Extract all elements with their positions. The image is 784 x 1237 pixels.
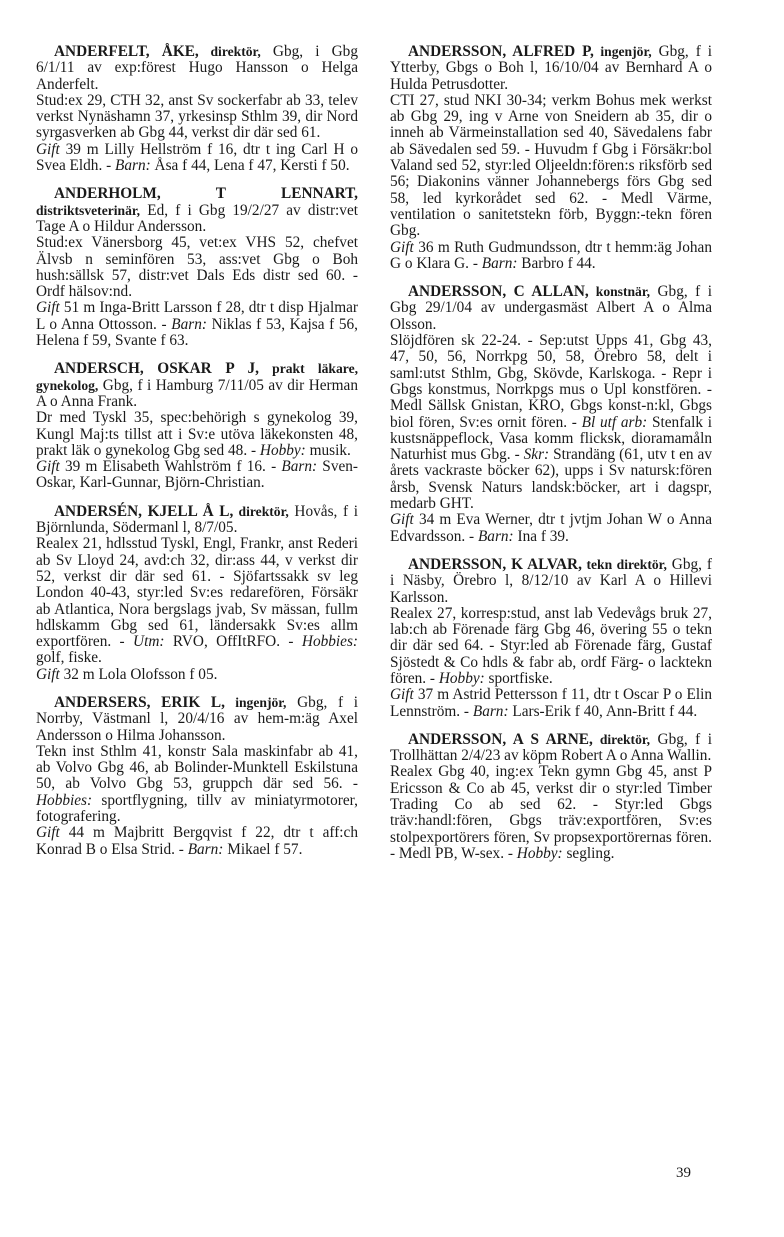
italic-label: Utm: [133, 633, 165, 651]
entry-text: Realex 27, korresp:stud, anst lab Vedevågs bruk 27, lab:ch ab Förenade färg Gbg 46, övering 55 o tekn dir där sed 64. - Styr:led ab Förenade färg, Gustaf Sjöstedt & Co hdls & fabr ab, ordf Färg- o lacktekn fören. - [390, 604, 712, 687]
entry-occupation: direktör, [233, 503, 289, 519]
italic-label: Hobbies: [301, 633, 359, 651]
entry-heading-line [390, 284, 712, 333]
entry-name: ANDERSÉN, KJELL Å L, [54, 502, 234, 520]
entry-text: musik. [305, 441, 351, 459]
entry-heading-line [390, 44, 712, 93]
entry-family-line [36, 825, 358, 858]
entry-text: 51 m Inga-Britt Larsson f 28, dtr t disp Hjalmar L o Anna Ottosson. - [36, 299, 358, 333]
biography-entry [36, 695, 358, 858]
entry-text: 32 m Lola Olofsson f 05. [59, 665, 218, 683]
entry-heading-line [36, 44, 358, 93]
entry-text: Barbro f 44. [517, 254, 596, 272]
biography-entry [36, 186, 358, 349]
entry-text: Gbg, f i Hamburg 7/11/05 av dir Herman A o Anna Frank. [36, 376, 358, 410]
entry-career-line [390, 764, 712, 862]
italic-label: Barn: [472, 702, 509, 720]
entry-text: Gbg, f i Trollhättan 2/4/23 av köpm Robert A o Anna Wallin. [390, 730, 712, 765]
italic-label: Hobby: [438, 669, 485, 687]
entry-text: Mikael f 57. [223, 840, 303, 858]
entry-occupation: tekn direktör, [581, 556, 667, 572]
entry-heading-line [36, 361, 358, 410]
italic-label: Barn: [187, 840, 224, 858]
entry-text: Strandäng (61, utv t en av årets vackraste böcker 62), upps i Sv natursk:fören årsb, Svensk Naturs landsk:böcker, art i dagspr, medarb GHT. [390, 446, 712, 513]
entry-text: Stud:ex 29, CTH 32, anst Sv sockerfabr ab 33, telev verkst Nynäshamn 37, yrkesinsp Sthlm 39, dir Nord syrgasverken ab Gbg 44, verkst dir där sed 61. [36, 91, 358, 142]
entry-name: ANDERSCH, OSKAR P J, [54, 360, 259, 378]
entry-text: Åsa f 44, Lena f 47, Kersti f 50. [150, 157, 350, 175]
entry-name: ANDERSSON, ALFRED P, [408, 43, 594, 60]
entry-career-line [36, 93, 358, 142]
italic-label: Gift [36, 140, 60, 158]
italic-label: Barn: [115, 157, 151, 175]
italic-label: Gift [390, 511, 414, 529]
entry-text: 44 m Majbritt Bergqvist f 22, dtr t aff:ch Konrad B o Elsa Strid. - [36, 824, 358, 858]
entry-family-line [36, 667, 358, 683]
entry-occupation: konstnär, [588, 284, 651, 300]
biography-entry [36, 361, 358, 491]
entry-text: Stenfalk i kustsnäppeflock, Vasa komm flicksk, dioramamåln Naturhist mus Gbg. - [390, 413, 712, 464]
entry-family-line [36, 142, 358, 175]
biography-entry [390, 732, 712, 862]
entry-career-line [36, 536, 358, 666]
italic-label: Hobbies: [36, 791, 93, 809]
entry-occupation: ingenjör, [593, 44, 652, 59]
entry-text: Sven-Oskar, Karl-Gunnar, Björn-Christian. [36, 458, 358, 492]
italic-label: Barn: [171, 315, 207, 333]
entry-text: Tekn inst Sthlm 41, konstr Sala maskinfabr ab 41, ab Volvo Gbg 46, ab Bolinder-Munktell Eskilstuna 50, ab Volvo Gbg 53, gruppch där sed 56. - [36, 742, 358, 793]
entry-text: sportfiske. [484, 669, 553, 687]
entry-name: ANDERFELT, ÅKE, [54, 43, 199, 60]
entry-text: golf, fiske. [36, 649, 102, 667]
entry-text: Gbg, i Gbg 6/1/11 av exp:förest Hugo Hansson o Helga Anderfelt. [36, 43, 358, 93]
entry-text: 39 m Lilly Hellström f 16, dtr t ing Carl H o Svea Eldh. - [36, 140, 358, 175]
entry-text: Hovås, f i Björnlunda, Södermanl l, 8/7/05. [36, 502, 358, 537]
entry-family-line [390, 687, 712, 720]
entry-text: Slöjdfören sk 22-24. - Sep:utst Upps 41, Gbg 43, 47, 50, 56, Norrkpg 50, 58, Örebro 58, delt i saml:utst Sthlm, Gbg, Skövde, Karlskoga. - Repr i Gbgs konstmus, Norrkpgs mus o Upl konstfören. - Medl Sällsk Gnistan, KRO, Gbgs konst-n:kl, Gbgs biol fören, Sv:es ornit fören. - [390, 332, 712, 431]
italic-label: Gift [36, 824, 60, 842]
entry-text: Gbg, f i Ytterby, Gbgs o Boh l, 16/10/04 av Bernhard A o Hulda Petrusdotter. [390, 43, 712, 93]
entry-career-line [390, 333, 712, 512]
entry-name: ANDERSERS, ERIK L, [54, 693, 225, 711]
entry-text: Realex 21, hdlsstud Tyskl, Engl, Frankr, anst Rederi ab Sv Lloyd 24, avd:ch 32, dir:ass 44, v verkst dir 52, verkst dir där sed 61. - Sjöfartssakk sv leg London 40-43, styr:led Sv:es redarefören, Försäkr ab Atlantica, Nora bergslags jvab, Sv mässan, fullm hdlskamm Gbg sed 61, ländersakk Sv:es allm exportfören. - [36, 535, 358, 651]
entry-career-line [36, 235, 358, 300]
italic-label: Skr: [523, 446, 550, 464]
entry-occupation: distriktsveterinär, [36, 202, 141, 218]
entry-text: 37 m Astrid Pettersson f 11, dtr t Oscar P o Elin Lennström. - [390, 686, 712, 720]
entry-text: 39 m Elisabeth Wahlström f 16. - [59, 458, 282, 476]
italic-label: Gift [390, 686, 414, 704]
entry-career-line [36, 410, 358, 459]
italic-label: Gift [390, 238, 414, 256]
entry-heading-line [390, 557, 712, 606]
entry-text: 36 m Ruth Gudmundsson, dtr t hemm:äg Johan G o Klara G. - [390, 238, 712, 272]
italic-label: Barn: [281, 458, 318, 476]
entry-text: Dr med Tyskl 35, spec:behörigh s gynekolog 39, Kungl Maj:ts tillst att i Sv:e utöva läkekonsten 48, prakt läk o gynekolog Gbg sed 48. - [36, 409, 358, 459]
biography-entry [390, 44, 712, 272]
entry-family-line [36, 300, 358, 349]
entry-occupation: direktör, [592, 731, 651, 747]
right-column [390, 44, 712, 874]
entry-name: ANDERSSON, K ALVAR, [408, 555, 582, 573]
entry-text: Gbg, f i Norrby, Västmanl l, 20/4/16 av hem-m:äg Axel Andersson o Hilma Johansson. [36, 693, 358, 744]
italic-label: Gift [36, 665, 60, 683]
entry-text: Ed, f i Gbg 19/2/27 av distr:vet Tage A o Hildur Andersson. [36, 201, 358, 235]
entry-text: Gbg, f i Gbg 29/1/04 av undergasmäst Albert A o Alma Olsson. [390, 283, 712, 333]
entry-family-line [36, 459, 358, 492]
entry-career-line [390, 606, 712, 687]
entry-heading-line [36, 695, 358, 744]
entry-heading-line [390, 732, 712, 765]
entry-name: ANDERSSON, C ALLAN, [408, 283, 589, 301]
entry-text: Lars-Erik f 40, Ann-Britt f 44. [508, 702, 698, 720]
entry-name: ANDERHOLM, T LENNART, [54, 185, 358, 203]
entry-text: segling. [562, 844, 615, 862]
entry-heading-line [36, 504, 358, 537]
biography-entry [36, 44, 358, 174]
entry-name: ANDERSSON, A S ARNE, [408, 730, 593, 748]
italic-label: Hobby: [259, 441, 306, 459]
entry-heading-line [36, 186, 358, 235]
entry-career-line [36, 744, 358, 825]
left-column [36, 44, 358, 870]
biography-entry [390, 284, 712, 545]
entry-occupation: ingenjör, [224, 694, 287, 710]
entry-text: RVO, OffItRFO. - [164, 633, 302, 651]
entry-career-line [390, 93, 712, 240]
entry-occupation: direktör, [198, 44, 261, 59]
page-number: 39 [676, 1165, 691, 1181]
entry-occupation: prakt läkare, gynekolog, [36, 361, 358, 393]
entry-text: sportflygning, tillv av miniatyrmotorer, fotografering. [36, 791, 358, 826]
entry-family-line [390, 512, 712, 545]
italic-label: Gift [36, 299, 60, 317]
italic-label: Gift [36, 458, 60, 476]
biography-entry [36, 504, 358, 683]
entry-text: Ina f 39. [513, 527, 569, 545]
italic-label: Hobby: [516, 844, 563, 862]
entry-text: Realex Gbg 40, ing:ex Tekn gymn Gbg 45, anst P Ericsson & Co ab 45, verkst dir o styr:led Timber Trading Co ab sed 62. - Styr:led Gbgs träv:handl:fören, Gbgs träv:exportfören, Sv:es stolpexportörers fören, Sv propsexportörernas fören. - Medl PB, W-sex. - [390, 763, 712, 862]
entry-text: CTI 27, stud NKI 30-34; verkm Bohus mek werkst ab Gbg 29, ing v Arne von Sneidern ab 35, dir o inneh ab Värmeinstallation sed 40, Sävedalens fabr ab Sävedalen sed 59. - Huvudm f Gbg i Försäkr:bol Valand sed 52, styr:led Oljeeldn:fören:s riksförb sed 56; Diakonins vänner Johannebergs förs Gbg sed 58, led kyrkorådet sed 62. - Medl Värme, ventilation o sanitetstekn förb, Byggn:-tekn fören Gbg. [390, 91, 712, 240]
entry-text: Stud:ex Vänersborg 45, vet:ex VHS 52, chefvet Älvsb n seminfören 53, ass:vet Gbg o Boh hush:sällsk 57, distr:vet Dals Eds distr sed 60. - Ordf hälsov:nd. [36, 234, 358, 301]
entry-family-line [390, 240, 712, 273]
italic-label: Barn: [481, 254, 518, 272]
italic-label: Barn: [477, 527, 514, 545]
entry-text: Gbg, f i Näsby, Örebro l, 8/12/10 av Karl A o Hillevi Karlsson. [390, 555, 712, 606]
biography-entry [390, 557, 712, 720]
entry-text: 34 m Eva Werner, dtr t jvtjm Johan W o Anna Edvardsson. - [390, 511, 712, 545]
italic-label: Bl utf arb: [581, 413, 648, 431]
entry-text: Niklas f 53, Kajsa f 56, Helena f 59, Svante f 63. [36, 315, 358, 350]
